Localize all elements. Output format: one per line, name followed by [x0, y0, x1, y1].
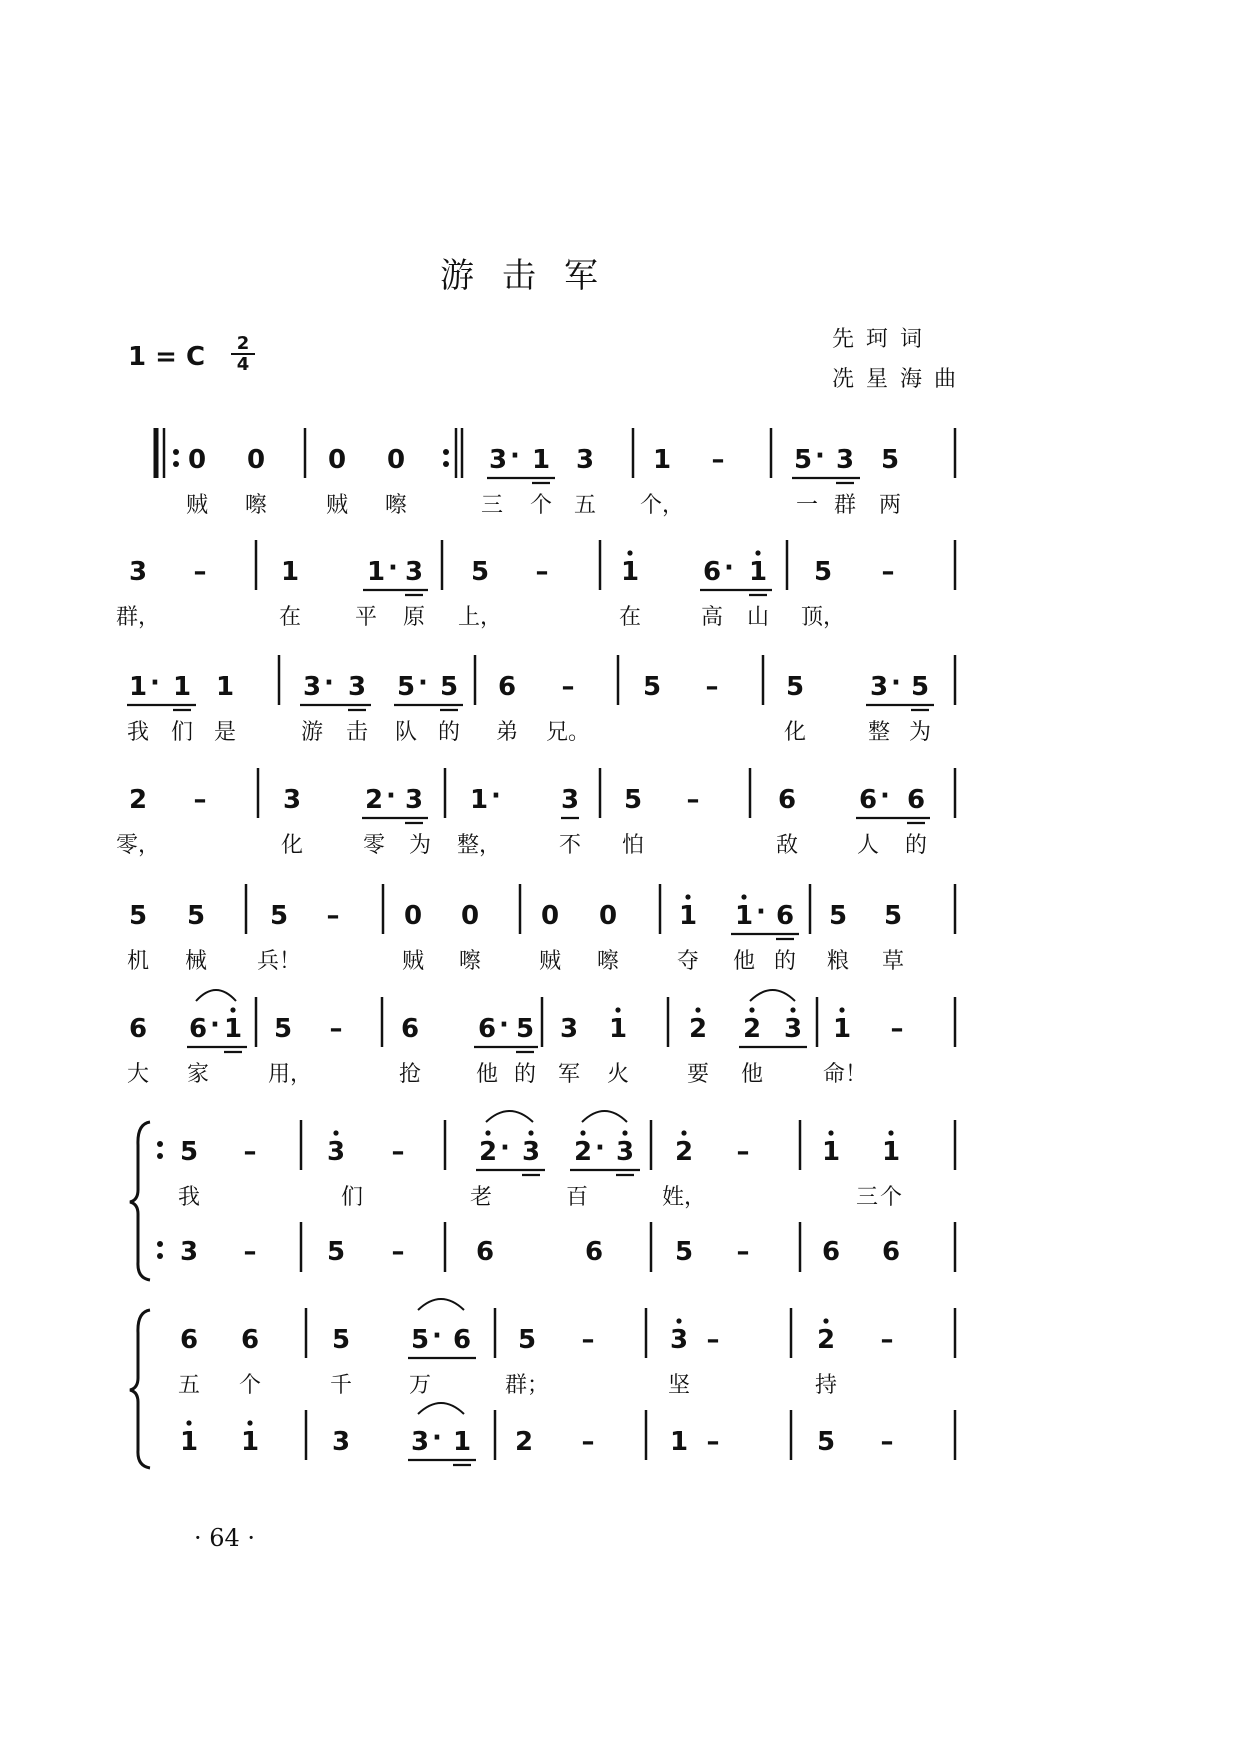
lyric: 的 — [773, 949, 797, 974]
augmentation-dot: · — [432, 1423, 442, 1453]
lyric: 嚓 — [244, 493, 268, 518]
augmentation-dot: · — [386, 781, 396, 811]
note: 3 — [560, 785, 580, 815]
repeat-dot — [157, 1241, 163, 1247]
note: 5 — [883, 901, 903, 931]
lyric: 用， — [267, 1062, 313, 1087]
note: 1 — [215, 672, 235, 702]
note: 3 — [404, 785, 424, 815]
lyric: 坚 — [667, 1373, 691, 1398]
sustain-dash: – — [736, 1137, 750, 1167]
sustain-dash: – — [243, 1137, 257, 1167]
note: 6 — [400, 1014, 420, 1044]
augmentation-dot: · — [491, 781, 501, 811]
augmentation-dot: · — [432, 1321, 442, 1351]
lyric: 的 — [904, 833, 928, 858]
lyric: 平 — [354, 605, 378, 630]
lyric: 的 — [513, 1062, 537, 1087]
high-octave-dot — [685, 894, 690, 899]
slur — [418, 1299, 464, 1310]
note: 5 — [128, 901, 148, 931]
high-octave-dot — [622, 1130, 627, 1135]
note: 3 — [282, 785, 302, 815]
repeat-dot — [157, 1141, 163, 1147]
augmentation-dot: · — [880, 781, 890, 811]
note: 1 — [280, 557, 300, 587]
augmentation-dot: · — [150, 668, 160, 698]
lyric: 要 — [686, 1062, 710, 1087]
note: 5 — [828, 901, 848, 931]
augmentation-dot: · — [756, 897, 766, 927]
augmentation-dot: · — [499, 1010, 509, 1040]
lyric: 群， — [115, 605, 161, 630]
lyric: 敌 — [775, 833, 799, 858]
note: 5 — [396, 672, 416, 702]
note: 2 — [573, 1137, 593, 1167]
sustain-dash: – — [736, 1237, 750, 1267]
note: 2 — [688, 1014, 708, 1044]
lyric: 怕 — [621, 833, 645, 858]
lyric: 队 — [394, 720, 418, 745]
repeat-dot — [443, 449, 449, 455]
augmentation-dot: · — [500, 1133, 510, 1163]
high-octave-dot — [580, 1130, 585, 1135]
note: 1 — [240, 1427, 260, 1457]
high-octave-dot — [741, 894, 746, 899]
augmentation-dot: · — [418, 668, 428, 698]
high-octave-dot — [749, 1007, 754, 1012]
sustain-dash: – — [706, 1427, 720, 1457]
sustain-dash: – — [535, 557, 549, 587]
note: 1 — [652, 445, 672, 475]
system-brace — [130, 1310, 150, 1468]
note: 6 — [906, 785, 926, 815]
note: 3 — [410, 1427, 430, 1457]
lyric: 军 — [557, 1062, 581, 1087]
note: 1 — [452, 1427, 472, 1457]
note: 5 — [186, 901, 206, 931]
high-octave-dot — [247, 1420, 252, 1425]
slur — [750, 990, 795, 1001]
note: 6 — [179, 1325, 199, 1355]
lyric: 他 — [740, 1062, 764, 1087]
lyric: 一 — [795, 493, 819, 518]
note: 5 — [179, 1137, 199, 1167]
lyric: 兵！ — [256, 949, 302, 974]
lyric: 抢 — [398, 1062, 422, 1087]
note: 3 — [783, 1014, 803, 1044]
lyric: 嚓 — [458, 949, 482, 974]
lyric: 五 — [573, 493, 597, 518]
note: 6 — [240, 1325, 260, 1355]
lyric: 贼 — [401, 949, 425, 974]
note: 6 — [584, 1237, 604, 1267]
lyric: 整， — [456, 833, 502, 858]
high-octave-dot — [695, 1007, 700, 1012]
note: 0 — [386, 445, 406, 475]
system-brace — [130, 1122, 150, 1280]
lyric: 弟 — [495, 720, 519, 745]
note: 5 — [816, 1427, 836, 1457]
note: 6 — [188, 1014, 208, 1044]
sustain-dash: – — [193, 557, 207, 587]
repeat-dot — [173, 449, 179, 455]
note: 6 — [821, 1237, 841, 1267]
lyric: 们 — [340, 1185, 364, 1210]
lyric: 三 — [480, 493, 504, 518]
sustain-dash: – — [581, 1427, 595, 1457]
note: 5 — [515, 1014, 535, 1044]
sustain-dash: – — [326, 901, 340, 931]
repeat-dot — [157, 1153, 163, 1159]
lyric: 兄。 — [545, 720, 591, 745]
high-octave-dot — [823, 1318, 828, 1323]
note: 0 — [403, 901, 423, 931]
augmentation-dot: · — [724, 553, 734, 583]
note: 6 — [702, 557, 722, 587]
sustain-dash: – — [880, 1325, 894, 1355]
note: 3 — [128, 557, 148, 587]
lyric: 在 — [618, 605, 642, 630]
high-octave-dot — [755, 550, 760, 555]
lyric: 化 — [783, 720, 807, 745]
note: 2 — [742, 1014, 762, 1044]
page-number: · 64 · — [194, 1524, 256, 1552]
note: 6 — [452, 1325, 472, 1355]
note: 1 — [469, 785, 489, 815]
note: 6 — [475, 1237, 495, 1267]
high-octave-dot — [186, 1420, 191, 1425]
sustain-dash: – — [561, 672, 575, 702]
lyric: 个 — [238, 1373, 262, 1398]
lyric: 化 — [280, 833, 304, 858]
lyric: 家 — [186, 1062, 210, 1087]
lyric: 击 — [345, 720, 369, 745]
note: 0 — [540, 901, 560, 931]
note: 1 — [128, 672, 148, 702]
lyric: 草 — [881, 949, 905, 974]
note: 0 — [327, 445, 347, 475]
sustain-dash: – — [890, 1014, 904, 1044]
note: 3 — [404, 557, 424, 587]
high-octave-dot — [485, 1130, 490, 1135]
slur — [582, 1111, 627, 1122]
note: 5 — [623, 785, 643, 815]
lyric: 为 — [908, 720, 932, 745]
repeat-dot — [157, 1253, 163, 1259]
lyric: 贼 — [185, 493, 209, 518]
note: 3 — [302, 672, 322, 702]
note: 5 — [470, 557, 490, 587]
note: 0 — [187, 445, 207, 475]
lyric: 大 — [126, 1062, 150, 1087]
lyric: 他 — [475, 1062, 499, 1087]
lyric: 个， — [639, 493, 685, 518]
lyricist-credit: 先珂词 — [832, 327, 935, 352]
lyric: 高 — [700, 605, 724, 630]
note: 2 — [514, 1427, 534, 1457]
note: 1 — [821, 1137, 841, 1167]
lyric: 游 — [300, 720, 324, 745]
note: 3 — [521, 1137, 541, 1167]
sustain-dash: – — [243, 1237, 257, 1267]
augmentation-dot: · — [388, 553, 398, 583]
note: 5 — [439, 672, 459, 702]
lyric: 姓， — [661, 1185, 707, 1210]
slur — [196, 990, 236, 1001]
high-octave-dot — [528, 1130, 533, 1135]
note: 3 — [179, 1237, 199, 1267]
augmentation-dot: · — [595, 1133, 605, 1163]
composer-credit: 冼星海曲 — [832, 367, 969, 392]
slur — [418, 1403, 464, 1414]
high-octave-dot — [828, 1130, 833, 1135]
high-octave-dot — [615, 1007, 620, 1012]
note: 1 — [678, 901, 698, 931]
lyric: 机 — [126, 949, 150, 974]
note: 5 — [326, 1237, 346, 1267]
note: 5 — [910, 672, 930, 702]
note: 1 — [179, 1427, 199, 1457]
note: 3 — [488, 445, 508, 475]
note: 1 — [748, 557, 768, 587]
note: 1 — [531, 445, 551, 475]
lyric: 个 — [529, 493, 553, 518]
note: 1 — [223, 1014, 243, 1044]
sustain-dash: – — [880, 1427, 894, 1457]
note: 5 — [517, 1325, 537, 1355]
note: 6 — [881, 1237, 901, 1267]
note: 1 — [669, 1427, 689, 1457]
note: 2 — [478, 1137, 498, 1167]
augmentation-dot: · — [510, 441, 520, 471]
lyric: 三 — [855, 1185, 879, 1210]
lyric: 百 — [565, 1185, 589, 1210]
high-octave-dot — [681, 1130, 686, 1135]
sustain-dash: – — [391, 1137, 405, 1167]
note: 6 — [497, 672, 517, 702]
note: 1 — [832, 1014, 852, 1044]
augmentation-dot: · — [324, 668, 334, 698]
note: 6 — [777, 785, 797, 815]
note: 1 — [734, 901, 754, 931]
note: 1 — [608, 1014, 628, 1044]
note: 5 — [880, 445, 900, 475]
augmentation-dot: · — [815, 441, 825, 471]
high-octave-dot — [230, 1007, 235, 1012]
lyric: 山 — [746, 605, 770, 630]
lyric: 火 — [606, 1062, 630, 1087]
note: 6 — [775, 901, 795, 931]
note: 5 — [269, 901, 289, 931]
high-octave-dot — [790, 1007, 795, 1012]
repeat-dot — [173, 461, 179, 467]
note: 3 — [835, 445, 855, 475]
lyric: 千 — [329, 1373, 353, 1398]
high-octave-dot — [888, 1130, 893, 1135]
note: 3 — [347, 672, 367, 702]
note: 6 — [858, 785, 878, 815]
note: 3 — [615, 1137, 635, 1167]
sustain-dash: – — [881, 557, 895, 587]
note: 2 — [816, 1325, 836, 1355]
lyric: 我 — [177, 1185, 201, 1210]
sustain-dash: – — [329, 1014, 343, 1044]
note: 1 — [620, 557, 640, 587]
lyric: 命！ — [822, 1062, 868, 1087]
lyric: 贼 — [325, 493, 349, 518]
note: 0 — [598, 901, 618, 931]
lyric: 整 — [867, 720, 891, 745]
note: 1 — [881, 1137, 901, 1167]
note: 3 — [669, 1325, 689, 1355]
lyric: 零 — [362, 833, 386, 858]
lyric: 个 — [879, 1185, 903, 1210]
lyric: 持 — [814, 1373, 838, 1398]
note: 2 — [674, 1137, 694, 1167]
lyric: 嚓 — [384, 493, 408, 518]
lyric: 人 — [856, 833, 880, 858]
lyric: 的 — [437, 720, 461, 745]
note: 5 — [331, 1325, 351, 1355]
lyric: 群 — [833, 493, 857, 518]
lyric: 是 — [213, 720, 237, 745]
lyric: 五 — [177, 1373, 201, 1398]
sustain-dash: – — [686, 785, 700, 815]
lyric: 为 — [408, 833, 432, 858]
time-signature-numerator: 2 — [236, 333, 250, 354]
note: 0 — [246, 445, 266, 475]
high-octave-dot — [839, 1007, 844, 1012]
lyric: 嚓 — [596, 949, 620, 974]
note: 5 — [813, 557, 833, 587]
song-title: 游击军 — [440, 256, 626, 296]
lyric: 在 — [278, 605, 302, 630]
note: 2 — [364, 785, 384, 815]
lyric: 万 — [408, 1373, 432, 1398]
lyric: 们 — [170, 720, 194, 745]
sustain-dash: – — [705, 672, 719, 702]
note: 0 — [460, 901, 480, 931]
lyric: 上， — [457, 605, 503, 630]
sustain-dash: – — [581, 1325, 595, 1355]
note: 5 — [273, 1014, 293, 1044]
note: 2 — [128, 785, 148, 815]
time-signature-denominator: 4 — [231, 353, 255, 374]
sustain-dash: – — [711, 445, 725, 475]
lyric: 顶， — [800, 605, 846, 630]
lyric: 械 — [184, 949, 208, 974]
key-signature: 1 = C — [128, 342, 206, 372]
note: 3 — [559, 1014, 579, 1044]
note: 5 — [410, 1325, 430, 1355]
note: 6 — [128, 1014, 148, 1044]
note: 3 — [326, 1137, 346, 1167]
sustain-dash: – — [193, 785, 207, 815]
note: 3 — [575, 445, 595, 475]
sustain-dash: – — [391, 1237, 405, 1267]
note: 5 — [642, 672, 662, 702]
high-octave-dot — [627, 550, 632, 555]
lyric: 粮 — [826, 949, 850, 974]
lyric: 老 — [469, 1185, 493, 1210]
note: 5 — [674, 1237, 694, 1267]
lyric: 夺 — [676, 949, 700, 974]
lyric: 群； — [504, 1373, 550, 1398]
note: 5 — [785, 672, 805, 702]
augmentation-dot: · — [891, 668, 901, 698]
augmentation-dot: · — [210, 1010, 220, 1040]
lyric: 贼 — [538, 949, 562, 974]
slur — [486, 1111, 533, 1122]
lyric: 他 — [732, 949, 756, 974]
lyric: 两 — [878, 493, 902, 518]
lyric: 零， — [115, 833, 161, 858]
note: 1 — [172, 672, 192, 702]
sustain-dash: – — [706, 1325, 720, 1355]
lyric: 原 — [402, 605, 426, 630]
note: 1 — [366, 557, 386, 587]
note: 6 — [477, 1014, 497, 1044]
note: 5 — [793, 445, 813, 475]
lyric: 不 — [558, 833, 582, 858]
repeat-dot — [443, 461, 449, 467]
high-octave-dot — [676, 1318, 681, 1323]
high-octave-dot — [333, 1130, 338, 1135]
lyric: 我 — [126, 720, 150, 745]
note: 3 — [869, 672, 889, 702]
note: 3 — [331, 1427, 351, 1457]
